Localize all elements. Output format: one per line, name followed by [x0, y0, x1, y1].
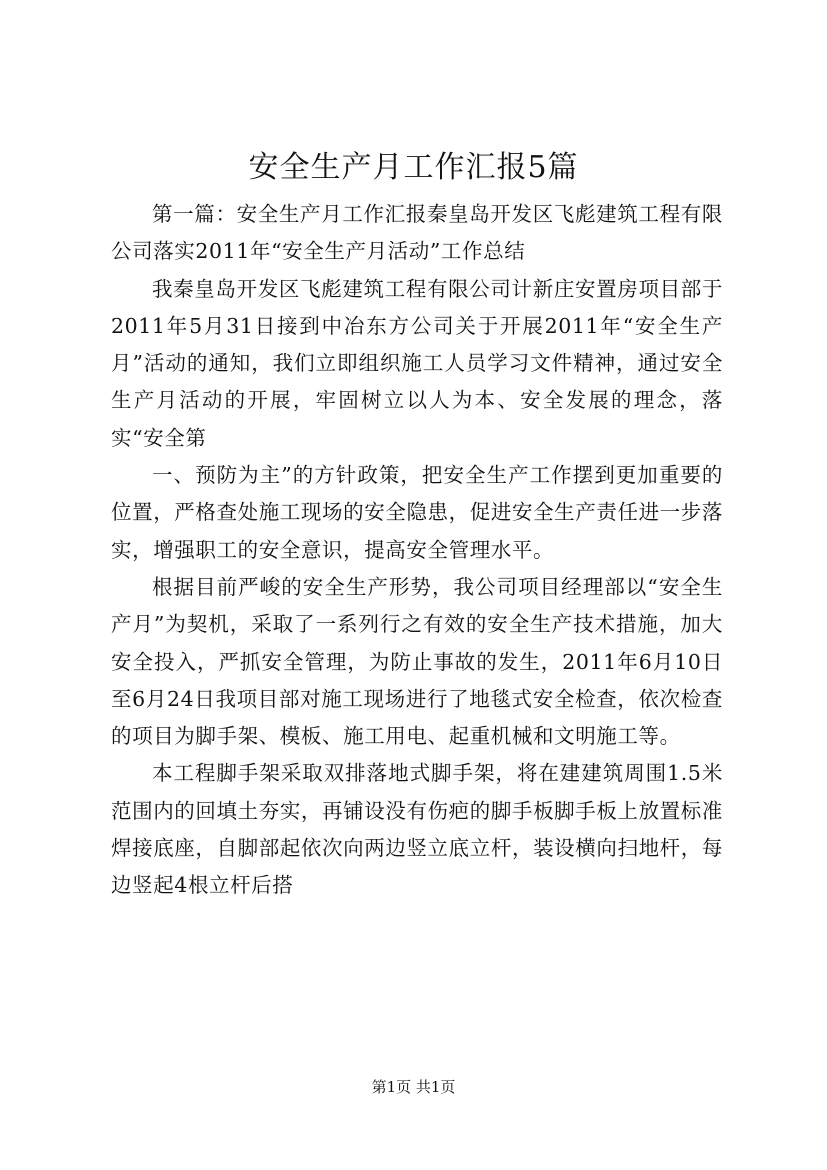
- paragraph: 本工程脚手架采取双排落地式脚手架，将在建建筑周围1.5米范围内的回填土夯实，再铺设没有伤疤的脚手板脚手板上放置标准焊接底座，自脚部起依次向两边竖立底立杆，装设横向扫地杆，每边竖起4根立杆后搭: [111, 761, 723, 898]
- document-title: 安全生产月工作汇报5篇: [248, 150, 579, 185]
- paragraph: 根据目前严峻的安全生产形势，我公司项目经理部以“安全生产月”为契机，采取了一系列行之有效的安全生产技术措施，加大安全投入，严抓安全管理，为防止事故的发生，2011年6月10日至6月24日我项目部对施工现场进行了地毯式安全检查，依次检查的项目为脚手架、模板、施工用电、起重机械和文明施工等。: [111, 574, 723, 749]
- page-number-footer: 第1页 共1页: [371, 1078, 456, 1096]
- paragraph: 我秦皇岛开发区飞彪建筑工程有限公司计新庄安置房项目部于2011年5月31日接到中冶东方公司关于开展2011年“安全生产月”活动的通知，我们立即组织施工人员学习文件精神，通过安全生产月活动的开展，牢固树立以人为本、安全发展的理念，落实“安全第: [111, 276, 723, 450]
- document-body: [111, 196, 723, 905]
- paragraph: 第一篇：安全生产月工作汇报秦皇岛开发区飞彪建筑工程有限公司落实2011年“安全生产月活动”工作总结: [111, 202, 723, 264]
- paragraph: 一、预防为主”的方针政策，把安全生产工作摆到更加重要的位置，严格查处施工现场的安全隐患，促进安全生产责任进一步落实，增强职工的安全意识，提高安全管理水平。: [111, 463, 723, 562]
